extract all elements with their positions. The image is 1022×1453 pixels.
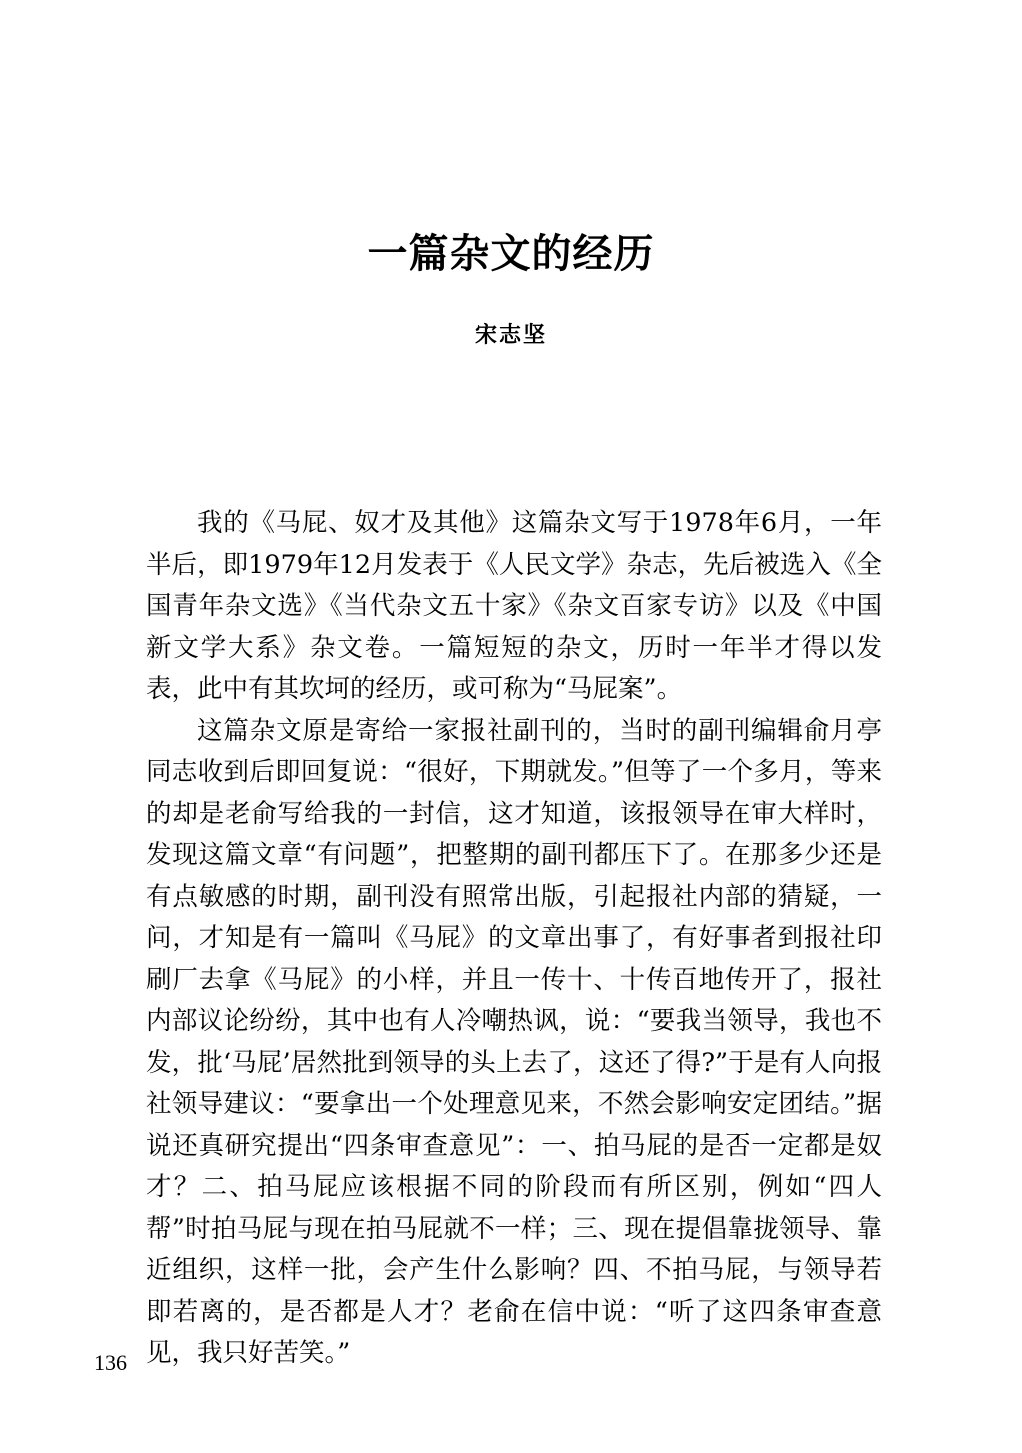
article-title: 一篇杂文的经历	[367, 230, 655, 277]
article-body	[146, 503, 882, 1375]
author-name: 宋志坚	[474, 322, 547, 348]
page-number: 136	[94, 1350, 127, 1375]
paragraph-1: 我的《马屁、奴才及其他》这篇杂文写于1978年6月，一年半后，即1979年12月发表于《人民文学》杂志，先后被选入《全国青年杂文选》《当代杂文五十家》《杂文百家专访》以及《中国新文学大系》杂文卷。一篇短短的杂文，历时一年半才得以发表，此中有其坎坷的经历，或可称为“马屁案”。	[146, 508, 882, 704]
paragraph-2: 这篇杂文原是寄给一家报社副刊的，当时的副刊编辑俞月亭同志收到后即回复说：“很好，下期就发。”但等了一个多月，等来的却是老俞写给我的一封信，这才知道，该报领导在审大样时，发现这篇文章“有问题”，把整期的副刊都压下了。在那多少还是有点敏感的时期，副刊没有照常出版，引起报社内部的猜疑，一问，才知是有一篇叫《马屁》的文章出事了，有好事者到报社印刷厂去拿《马屁》的小样，并且一传十、十传百地传开了，报社内部议论纷纷，其中也有人冷嘲热讽，说：“要我当领导，我也不发，批‘马屁’居然批到领导的头上去了，这还了得?”于是有人向报社领导建议：“要拿出一个处理意见来，不然会影响安定团结。”据说还真研究提出“四条审查意见”：一、拍马屁的是否一定都是奴才？二、拍马屁应该根据不同的阶段而有所区别，例如“四人帮”时拍马屁与现在拍马屁就不一样；三、现在提倡靠拢领导、靠近组织，这样一批，会产生什么影响？四、不拍马屁，与领导若即若离的，是否都是人才？老俞在信中说：“听了这四条审查意见，我只好苦笑。”	[146, 715, 882, 1368]
